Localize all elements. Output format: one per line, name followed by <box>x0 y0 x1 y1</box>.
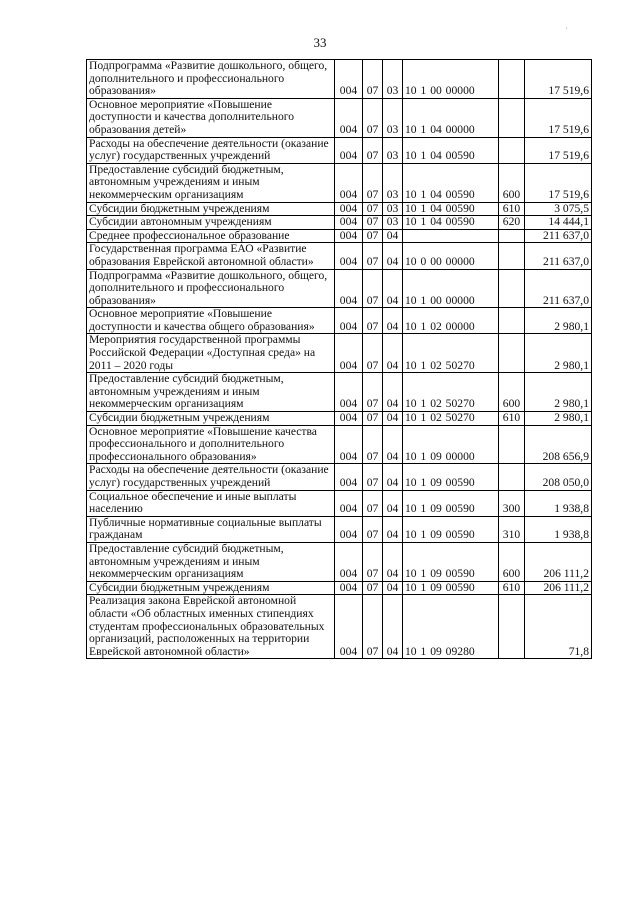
subsection-code: 03 <box>383 216 403 230</box>
row-name: Среднее профессиональное образование <box>87 229 335 243</box>
row-name: Подпрограмма «Развитие дошкольного, общего, дополнительного и профессионального образования» <box>87 269 335 308</box>
table-row <box>87 60 592 99</box>
target-article-code: 10 1 02 00000 <box>403 308 499 334</box>
target-article-code: 10 1 04 00590 <box>403 163 499 202</box>
ministry-code: 004 <box>335 269 363 308</box>
amount: 17 519,6 <box>525 137 592 163</box>
row-name: Социальное обеспечение и иные выплаты населению <box>87 490 335 516</box>
amount: 208 656,9 <box>525 425 592 464</box>
expense-type-code: 610 <box>499 202 525 216</box>
ministry-code: 004 <box>335 229 363 243</box>
target-article-code: 10 1 09 09280 <box>403 595 499 659</box>
table-row <box>87 137 592 163</box>
row-name: Мероприятия государственной программы Российской Федерации «Доступная среда» на 2011 – 2020 годы <box>87 334 335 373</box>
row-name: Субсидии бюджетным учреждениям <box>87 412 335 426</box>
target-article-code: 10 1 04 00590 <box>403 202 499 216</box>
amount: 2 980,1 <box>525 308 592 334</box>
row-name: Государственная программа ЕАО «Развитие образования Еврейской автономной области» <box>87 243 335 269</box>
target-article-code: 10 1 02 50270 <box>403 412 499 426</box>
expense-type-code: 610 <box>499 412 525 426</box>
section-code: 07 <box>363 581 383 595</box>
expense-type-code <box>499 308 525 334</box>
expense-type-code: 600 <box>499 542 525 581</box>
table-row <box>87 243 592 269</box>
expense-type-code <box>499 269 525 308</box>
subsection-code: 03 <box>383 60 403 99</box>
table-row <box>87 229 592 243</box>
table-row <box>87 464 592 490</box>
subsection-code: 04 <box>383 412 403 426</box>
row-name: Основное мероприятие «Повышение качества профессионального и дополнительного профессионального образования» <box>87 425 335 464</box>
ministry-code: 004 <box>335 490 363 516</box>
ministry-code: 004 <box>335 216 363 230</box>
amount: 17 519,6 <box>525 98 592 137</box>
section-code: 07 <box>363 229 383 243</box>
section-code: 07 <box>363 516 383 542</box>
table-row <box>87 163 592 202</box>
section-code: 07 <box>363 373 383 412</box>
target-article-code: 10 1 09 00590 <box>403 516 499 542</box>
section-code: 07 <box>363 60 383 99</box>
section-code: 07 <box>363 412 383 426</box>
ministry-code: 004 <box>335 60 363 99</box>
amount: 211 637,0 <box>525 269 592 308</box>
target-article-code: 10 1 09 00590 <box>403 581 499 595</box>
amount: 2 980,1 <box>525 412 592 426</box>
target-article-code: 10 1 04 00000 <box>403 98 499 137</box>
ministry-code: 004 <box>335 595 363 659</box>
subsection-code: 03 <box>383 98 403 137</box>
expense-type-code <box>499 98 525 137</box>
ministry-code: 004 <box>335 137 363 163</box>
expense-type-code <box>499 137 525 163</box>
table-row <box>87 334 592 373</box>
ministry-code: 004 <box>335 373 363 412</box>
amount: 1 938,8 <box>525 516 592 542</box>
subsection-code: 04 <box>383 373 403 412</box>
amount: 71,8 <box>525 595 592 659</box>
amount: 14 444,1 <box>525 216 592 230</box>
subsection-code: 04 <box>383 425 403 464</box>
table-row <box>87 412 592 426</box>
ministry-code: 004 <box>335 98 363 137</box>
amount: 208 050,0 <box>525 464 592 490</box>
subsection-code: 04 <box>383 334 403 373</box>
target-article-code: 10 1 09 00590 <box>403 542 499 581</box>
section-code: 07 <box>363 98 383 137</box>
row-name: Предоставление субсидий бюджетным, автономным учреждениям и иным некоммерческим организациям <box>87 542 335 581</box>
table-row <box>87 490 592 516</box>
amount: 1 938,8 <box>525 490 592 516</box>
subsection-code: 04 <box>383 595 403 659</box>
amount: 206 111,2 <box>525 581 592 595</box>
row-name: Субсидии бюджетным учреждениям <box>87 202 335 216</box>
section-code: 07 <box>363 163 383 202</box>
row-name: Публичные нормативные социальные выплаты гражданам <box>87 516 335 542</box>
section-code: 07 <box>363 542 383 581</box>
target-article-code: 10 1 02 50270 <box>403 334 499 373</box>
target-article-code: 10 1 04 00590 <box>403 137 499 163</box>
ministry-code: 004 <box>335 425 363 464</box>
amount: 17 519,6 <box>525 163 592 202</box>
subsection-code: 04 <box>383 308 403 334</box>
expense-type-code <box>499 595 525 659</box>
ministry-code: 004 <box>335 412 363 426</box>
page-number: 33 <box>313 35 327 50</box>
ministry-code: 004 <box>335 464 363 490</box>
section-code: 07 <box>363 490 383 516</box>
row-name: Подпрограмма «Развитие дошкольного, общего, дополнительного и профессионального образования» <box>87 60 335 99</box>
amount: 17 519,6 <box>525 60 592 99</box>
target-article-code: 10 1 09 00590 <box>403 464 499 490</box>
subsection-code: 04 <box>383 581 403 595</box>
subsection-code: 03 <box>383 202 403 216</box>
subsection-code: 03 <box>383 137 403 163</box>
expense-type-code: 600 <box>499 373 525 412</box>
subsection-code: 04 <box>383 490 403 516</box>
target-article-code: 10 1 00 00000 <box>403 60 499 99</box>
amount: 211 637,0 <box>525 229 592 243</box>
section-code: 07 <box>363 334 383 373</box>
target-article-code <box>403 229 499 243</box>
ministry-code: 004 <box>335 308 363 334</box>
ministry-code: 004 <box>335 542 363 581</box>
section-code: 07 <box>363 243 383 269</box>
row-name: Расходы на обеспечение деятельности (оказание услуг) государственных учреждений <box>87 464 335 490</box>
budget-table <box>86 59 592 659</box>
amount: 211 637,0 <box>525 243 592 269</box>
target-article-code: 10 1 09 00590 <box>403 490 499 516</box>
amount: 2 980,1 <box>525 334 592 373</box>
ministry-code: 004 <box>335 202 363 216</box>
expense-type-code <box>499 334 525 373</box>
expense-type-code <box>499 425 525 464</box>
table-row <box>87 269 592 308</box>
section-code: 07 <box>363 464 383 490</box>
target-article-code: 10 1 02 50270 <box>403 373 499 412</box>
ministry-code: 004 <box>335 581 363 595</box>
subsection-code: 04 <box>383 464 403 490</box>
table-row <box>87 98 592 137</box>
section-code: 07 <box>363 202 383 216</box>
subsection-code: 04 <box>383 243 403 269</box>
row-name: Субсидии бюджетным учреждениям <box>87 581 335 595</box>
row-name: Предоставление субсидий бюджетным, автономным учреждениям и иным некоммерческим организациям <box>87 373 335 412</box>
section-code: 07 <box>363 269 383 308</box>
ministry-code: 004 <box>335 516 363 542</box>
table-row <box>87 202 592 216</box>
target-article-code: 10 1 04 00590 <box>403 216 499 230</box>
expense-type-code: 600 <box>499 163 525 202</box>
section-code: 07 <box>363 425 383 464</box>
section-code: 07 <box>363 308 383 334</box>
target-article-code: 10 1 09 00000 <box>403 425 499 464</box>
table-row <box>87 216 592 230</box>
expense-type-code: 610 <box>499 581 525 595</box>
row-name: Основное мероприятие «Повышение доступности и качества дополнительного образования детей» <box>87 98 335 137</box>
row-name: Основное мероприятие «Повышение доступности и качества общего образования» <box>87 308 335 334</box>
corner-mark: ' <box>566 26 568 35</box>
section-code: 07 <box>363 137 383 163</box>
amount: 2 980,1 <box>525 373 592 412</box>
table-row <box>87 542 592 581</box>
subsection-code: 04 <box>383 269 403 308</box>
table-row <box>87 425 592 464</box>
expense-type-code: 620 <box>499 216 525 230</box>
row-name: Расходы на обеспечение деятельности (оказание услуг) государственных учреждений <box>87 137 335 163</box>
table-row <box>87 373 592 412</box>
subsection-code: 04 <box>383 542 403 581</box>
expense-type-code: 300 <box>499 490 525 516</box>
expense-type-code <box>499 243 525 269</box>
expense-type-code: 310 <box>499 516 525 542</box>
subsection-code: 03 <box>383 163 403 202</box>
expense-type-code <box>499 229 525 243</box>
target-article-code: 10 1 00 00000 <box>403 269 499 308</box>
ministry-code: 004 <box>335 243 363 269</box>
expense-type-code <box>499 60 525 99</box>
section-code: 07 <box>363 595 383 659</box>
expense-type-code <box>499 464 525 490</box>
table-row <box>87 595 592 659</box>
table-row <box>87 308 592 334</box>
table-row <box>87 516 592 542</box>
amount: 3 075,5 <box>525 202 592 216</box>
ministry-code: 004 <box>335 334 363 373</box>
ministry-code: 004 <box>335 163 363 202</box>
row-name: Предоставление субсидий бюджетным, автономным учреждениям и иным некоммерческим организациям <box>87 163 335 202</box>
row-name: Реализация закона Еврейской автономной области «Об областных именных стипендиях студентам профессиональных образовательных организаций, расположенных на территории Еврейской автономной области» <box>87 595 335 659</box>
amount: 206 111,2 <box>525 542 592 581</box>
section-code: 07 <box>363 216 383 230</box>
row-name: Субсидии автономным учреждениям <box>87 216 335 230</box>
target-article-code: 10 0 00 00000 <box>403 243 499 269</box>
subsection-code: 04 <box>383 229 403 243</box>
table-row <box>87 581 592 595</box>
subsection-code: 04 <box>383 516 403 542</box>
